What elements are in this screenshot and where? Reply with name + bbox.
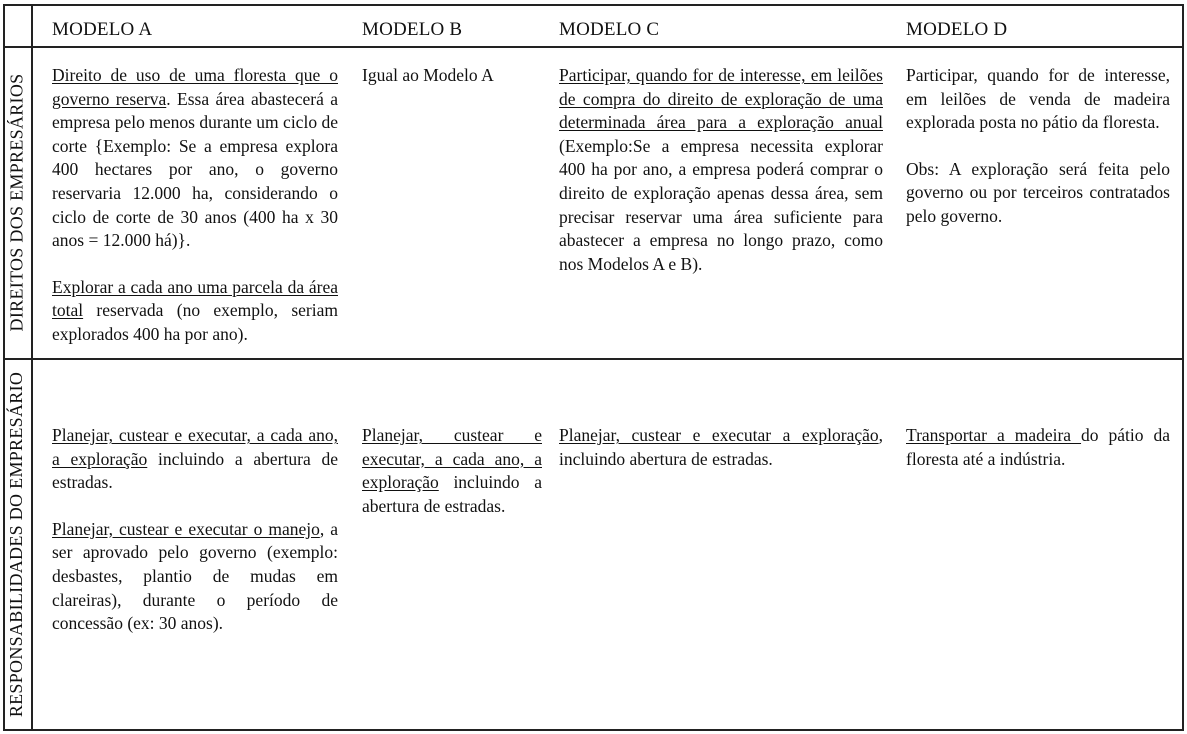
cell-responsabilidades-modelo-a (52, 424, 338, 636)
cell-responsabilidades-modelo-d (906, 424, 1170, 471)
cell-paragraph (362, 64, 542, 88)
cell-paragraph (52, 276, 338, 347)
comparison-table (3, 4, 1184, 731)
underlined-text: Transportar a madeira (906, 425, 1082, 445)
row-label-direitos-text: DIREITOS DOS EMPRESÁRIOS (6, 73, 27, 331)
underlined-text: Planejar, custear e executar, a cada ano, a exploração (362, 425, 542, 493)
underlined-text: Participar, quando for de interesse, em leilões de compra do direito de exploração de uma determinada área para a exploração anual (559, 65, 883, 133)
header-modelo-c: MODELO C (559, 19, 660, 40)
plain-text: do pátio da floresta até a indústria. (906, 425, 1170, 469)
cell-direitos-modelo-b (362, 64, 542, 88)
plain-text: Igual ao Modelo A (362, 65, 494, 85)
plain-text: (Exemplo:Se a empresa necessita explorar 400 ha por ano, a empresa poderá comprar o direito de exploração apenas dessa área, sem precisar reservar uma área suficiente para abastecer a empresa no longo prazo, como nos Modelos A e B). (559, 135, 883, 274)
cell-paragraph (559, 64, 883, 276)
cell-paragraph (906, 64, 1170, 135)
cell-responsabilidades-modelo-b (362, 424, 542, 518)
underlined-text: Explorar a cada ano uma parcela da área total (52, 276, 338, 321)
plain-text: , a ser aprovado pelo governo (exemplo: desbastes, plantio de mudas em clareiras), durante o período de concessão (ex: 30 anos). (52, 518, 338, 634)
plain-text: . Essa área abastecerá a empresa pelo menos durante um ciclo de corte {Exemplo: Se a empresa explora 400 hectares por ano, o governo reservaria 12.000 ha, considerando o ciclo de corte de 30 anos (400 ha x 30 anos = 12.000 há)}. (52, 88, 338, 251)
plain-text: incluindo a abertura de estradas. (52, 448, 338, 493)
row-label-responsabilidades-text: RESPONSABILIDADES DO EMPRESÁRIO (6, 371, 27, 717)
plain-text: reservada (no exemplo, seriam explorados 400 ha por ano). (52, 300, 338, 344)
cell-paragraph (559, 424, 883, 471)
cell-direitos-modelo-a (52, 64, 338, 347)
underlined-text: Direito de uso de uma floresta que o governo reserva (52, 65, 338, 109)
plain-text: Participar, quando for de interesse, em leilões de venda de madeira explorada posta no pátio da floresta. (906, 65, 1170, 133)
row-label-direitos (0, 46, 37, 358)
cell-paragraph (906, 158, 1170, 229)
plain-text: , incluindo abertura de estradas. (559, 425, 883, 469)
header-modelo-b: MODELO B (362, 19, 463, 40)
plain-text: Obs: A exploração será feita pelo governo ou por terceiros contratados pelo governo. (906, 158, 1170, 226)
header-modelo-a: MODELO A (52, 19, 153, 40)
cell-paragraph (52, 64, 338, 253)
header-modelo-d: MODELO D (906, 19, 1008, 40)
underlined-text: Planejar, custear e executar, a cada ano, a exploração (52, 425, 338, 469)
cell-direitos-modelo-d (906, 64, 1170, 229)
cell-paragraph (52, 424, 338, 495)
cell-paragraph (52, 518, 338, 636)
cell-paragraph (362, 424, 542, 518)
cell-direitos-modelo-c (559, 64, 883, 276)
cell-responsabilidades-modelo-c (559, 424, 883, 471)
underlined-text: Planejar, custear e executar a exploração (559, 425, 879, 445)
header-divider (5, 46, 1182, 48)
cell-paragraph (906, 424, 1170, 471)
underlined-text: Planejar, custear e executar o manejo (52, 518, 320, 539)
row-divider (5, 358, 1182, 360)
row-label-responsabilidades (0, 359, 37, 729)
plain-text: incluindo a abertura de estradas. (362, 472, 542, 516)
